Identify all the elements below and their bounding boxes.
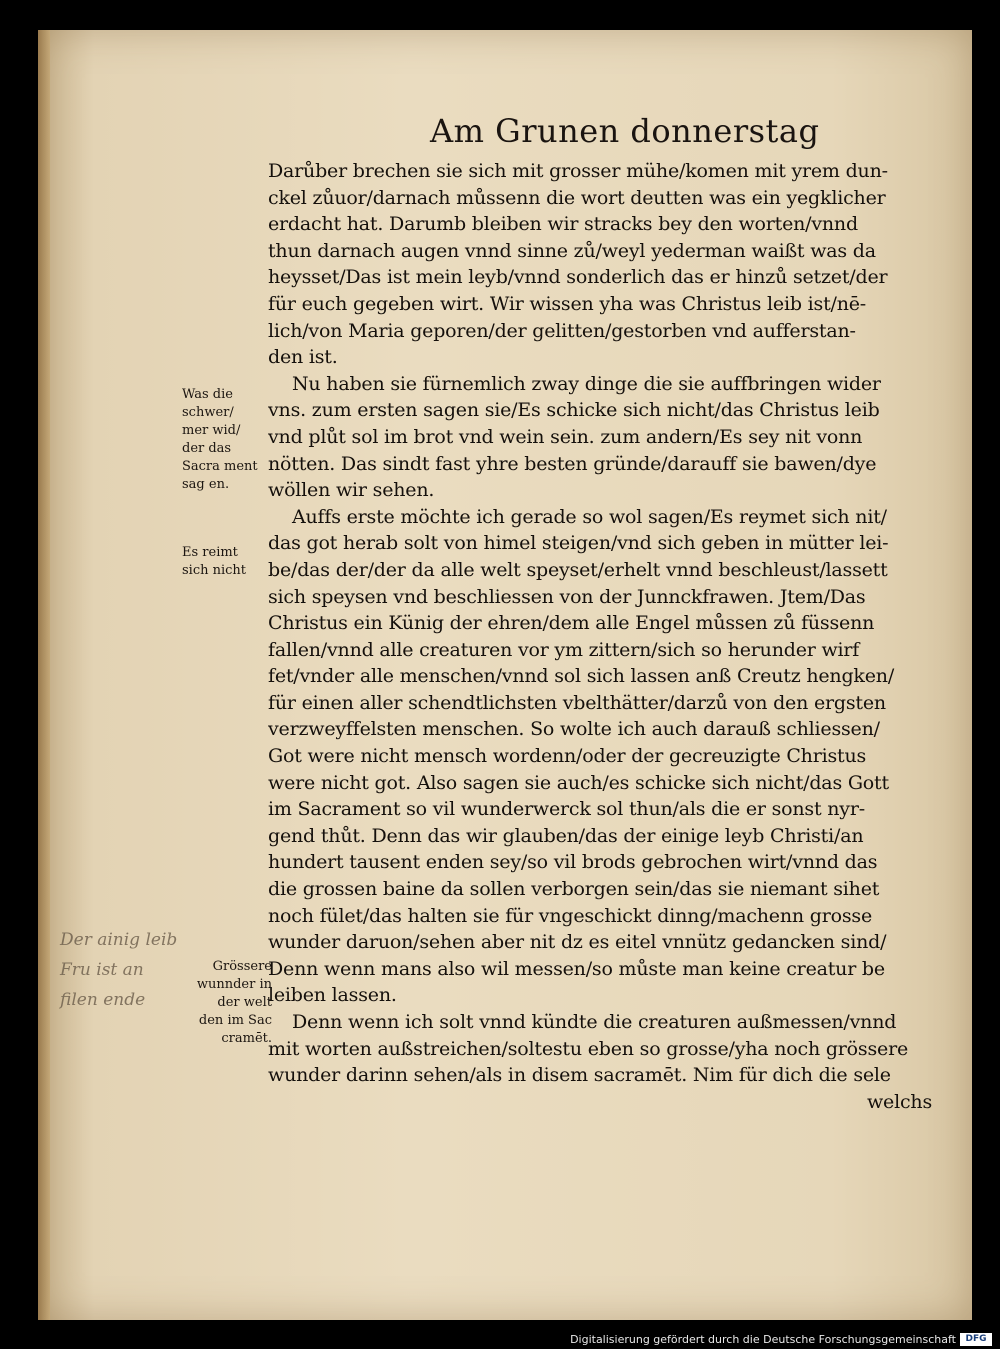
- text-line: be/das der/der da alle welt speyset/erhelt vnnd beschleust/lassett: [268, 558, 888, 581]
- text-line: Darůber brechen sie sich mit grosser mühe/komen mit yrem dun-: [268, 160, 888, 182]
- dfg-logo: DFG: [960, 1333, 992, 1346]
- text-line: erdacht hat. Darumb bleiben wir stracks bey den worten/vnnd: [268, 213, 858, 236]
- text-line: ckel zůuor/darnach můssenn die wort deutten was ein yegklicher: [268, 186, 886, 209]
- text-line: lich/von Maria geporen/der gelitten/gestorben vnd aufferstan-: [268, 319, 856, 342]
- text-line: gend thůt. Denn das wir glauben/das der einige leyb Christi/an: [268, 824, 864, 847]
- margin-note-3: Grössere wunnder in der welt den im Sac cramēt.: [196, 959, 272, 1046]
- text-line: Auffs erste möchte ich gerade so wol sagen/Es reymet sich nit/: [292, 505, 887, 528]
- text-line: vnd plůt sol im brot vnd wein sein. zum andern/Es sey nit vonn: [268, 425, 863, 448]
- text-line: noch fület/das halten sie für vngeschickt dinng/machenn grosse: [268, 904, 872, 927]
- text-line: welchs: [866, 1090, 932, 1113]
- text-line: Nu haben sie fürnemlich zway dinge die sie auffbringen wider: [292, 372, 881, 395]
- text-line: die grossen baine da sollen verborgen sein/das sie niemant sihet: [268, 878, 880, 901]
- running-header: Am Grunen donnerstag: [430, 112, 820, 150]
- text-line: thun darnach augen vnnd sinne zů/weyl yederman waißt was da: [268, 239, 876, 262]
- text-line: were nicht got. Also sagen sie auch/es schicke sich nicht/das Gott: [268, 771, 889, 794]
- footer-credit: Digitalisierung gefördert durch die Deutsche Forschungsgemeinschaft: [570, 1333, 956, 1346]
- text-line: verzweyffelsten menschen. So wolte ich auch darauß schliessen/: [268, 718, 880, 741]
- text-line: Got were nicht mensch wordenn/oder der gecreuzigte Christus: [268, 745, 867, 768]
- margin-note-2: Es reimt sich nicht: [182, 545, 247, 578]
- body-text: [268, 158, 940, 1115]
- margin-note-1: Was die schwer/ mer wid/ der das Sacra ment sag en.: [182, 387, 258, 492]
- text-line: das got herab solt von himel steigen/vnd sich geben in mütter lei-: [268, 532, 889, 555]
- text-line: wunder daruon/sehen aber nit dz es eitel vnnütz gedancken sind/: [268, 931, 887, 954]
- handwritten-annotation: Der ainig leib Fru ist an filen ende: [60, 930, 178, 1010]
- text-line: wunder darinn sehen/als in disem sacramēt. Nim für dich die sele: [268, 1064, 891, 1087]
- text-line: nötten. Das sindt fast yhre besten gründe/darauff sie bawen/dye: [268, 452, 877, 475]
- text-line: fet/vnder alle menschen/vnnd sol sich lassen anß Creutz hengken/: [268, 665, 895, 688]
- text-line: im Sacrament so vil wunderwerck sol thun/als die er sonst nyr-: [268, 798, 865, 821]
- text-line: vns. zum ersten sagen sie/Es schicke sich nicht/das Christus leib: [268, 399, 880, 422]
- text-line: sich speysen vnd beschliessen von der Junnckfrawen. Jtem/Das: [268, 585, 866, 608]
- text-line: fallen/vnnd alle creaturen vor ym zittern/sich so herunder wirf: [268, 638, 860, 661]
- text-line: Denn wenn ich solt vnnd kündte die creaturen außmessen/vnnd: [292, 1011, 897, 1033]
- text-line: für euch gegeben wirt. Wir wissen yha was Christus leib ist/nē-: [268, 292, 867, 315]
- text-line: wöllen wir sehen.: [268, 479, 435, 502]
- text-line: heysset/Das ist mein leyb/vnnd sonderlich das er hinzů setzet/der: [268, 266, 888, 289]
- page-edge: [38, 30, 50, 1320]
- text-line: Christus ein Künig der ehren/dem alle Engel můssen zů füssenn: [268, 612, 875, 635]
- text-line: Denn wenn mans also wil messen/so můste man keine creatur be: [268, 957, 885, 980]
- text-line: hundert tausent enden sey/so vil brods gebrochen wirt/vnnd das: [268, 851, 878, 874]
- text-line: leiben lassen.: [268, 984, 397, 1007]
- text-line: für einen aller schendtlichsten vbelthätter/darzů von den ergsten: [268, 691, 886, 714]
- text-line: den ist.: [268, 346, 338, 369]
- text-line: mit worten außstreichen/soltestu eben so grosse/yha noch grössere: [268, 1037, 908, 1060]
